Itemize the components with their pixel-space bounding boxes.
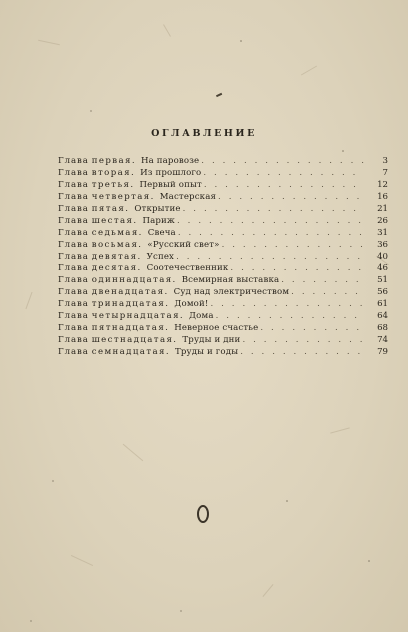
chapter-word: Глава	[58, 347, 89, 357]
chapter-word: Глава	[58, 156, 89, 166]
toc-entry	[58, 287, 388, 299]
chapter-ordinal: девятая.	[91, 251, 142, 262]
chapter-title: Из прошлого	[140, 167, 202, 178]
page-number: 51	[377, 275, 388, 286]
page-number: 7	[382, 167, 388, 178]
toc-entry	[58, 252, 388, 264]
ink-mark	[216, 93, 222, 97]
dot-leader	[222, 240, 364, 252]
chapter-title: Неверное счастье	[174, 323, 259, 334]
chapter-title: Свеча	[147, 227, 176, 238]
chapter-title: Успех	[146, 251, 175, 262]
chapter-word: Глава	[58, 227, 89, 238]
chapter-title: Мастерская	[159, 191, 217, 202]
chapter-title: Труды и годы	[174, 347, 239, 357]
chapter-word: Глава	[58, 167, 89, 178]
chapter-title: Открытие	[134, 203, 181, 214]
dot-leader	[281, 275, 364, 287]
toc-entry	[58, 275, 388, 287]
chapter-ordinal: тринадцатая.	[91, 299, 170, 310]
paper-speck	[368, 560, 370, 562]
chapter-title: Домой!	[174, 299, 209, 310]
chapter-word: Глава	[58, 239, 89, 250]
chapter-word: Глава	[58, 299, 89, 310]
chapter-ordinal: семнадцатая.	[91, 347, 170, 357]
chapter-ordinal: седьмая.	[91, 227, 143, 238]
page-number: 26	[377, 215, 388, 226]
chapter-ordinal: пятнадцатая.	[91, 323, 170, 334]
page-number: 61	[377, 299, 388, 310]
chapter-title: На паровозе	[140, 156, 200, 166]
dot-leader	[203, 168, 364, 180]
dot-leader	[210, 299, 364, 311]
chapter-word: Глава	[58, 203, 89, 214]
dot-leader	[176, 252, 364, 264]
toc-entry	[58, 311, 388, 323]
toc-entry	[58, 156, 388, 168]
dot-leader	[177, 216, 364, 228]
dot-leader	[218, 192, 364, 204]
paper-fiber	[71, 555, 93, 566]
chapter-ordinal: двенадцатая.	[91, 287, 169, 298]
toc-list	[58, 156, 388, 359]
dot-leader	[178, 228, 364, 240]
chapter-word: Глава	[58, 191, 89, 202]
chapter-ordinal: шестнадцатая.	[91, 335, 178, 346]
page-number: 3	[382, 156, 388, 166]
paper-speck	[30, 620, 32, 622]
paper-fiber	[25, 292, 32, 309]
chapter-word: Глава	[58, 215, 89, 226]
dot-leader	[260, 323, 364, 335]
chapter-title: Соотечественник	[146, 263, 229, 274]
page-number: 12	[377, 179, 388, 190]
dot-leader	[242, 335, 364, 347]
page-number: 40	[377, 251, 388, 262]
chapter-ordinal: первая.	[91, 156, 136, 166]
chapter-title: Суд над электричеством	[173, 287, 290, 298]
chapter-title: Первый опыт	[139, 179, 202, 190]
chapter-title: Всемирная выставка	[181, 275, 280, 286]
dot-leader	[201, 156, 364, 168]
toc-entry	[58, 228, 388, 240]
page-number: 46	[377, 263, 388, 274]
page-number: 64	[377, 311, 388, 322]
chapter-ordinal: четырнадцатая.	[91, 311, 185, 322]
chapter-ordinal: третья.	[91, 179, 135, 190]
toc-entry	[58, 168, 388, 180]
page-number: 79	[377, 347, 388, 357]
toc-entry	[58, 180, 388, 192]
chapter-ordinal: шестая.	[91, 215, 138, 226]
toc-title: ОГЛАВЛЕНИЕ	[151, 128, 257, 139]
toc-entry	[58, 323, 388, 335]
paper-fiber	[301, 66, 317, 76]
page-number: 31	[377, 227, 388, 238]
paper-fiber	[38, 40, 60, 46]
page-number: 74	[377, 335, 388, 346]
toc-entry	[58, 240, 388, 252]
toc-entry	[58, 347, 388, 359]
chapter-ordinal: вторая.	[91, 167, 136, 178]
chapter-word: Глава	[58, 251, 89, 262]
paper-speck	[52, 480, 54, 482]
dot-leader	[240, 347, 364, 359]
dot-leader	[216, 311, 364, 323]
page-number: 68	[377, 323, 388, 334]
chapter-title: Дома	[189, 311, 214, 322]
paper-fiber	[262, 584, 273, 597]
dot-leader	[204, 180, 364, 192]
paper-speck	[90, 110, 92, 112]
chapter-word: Глава	[58, 335, 89, 346]
toc-entry	[58, 335, 388, 347]
paper-speck	[240, 40, 242, 42]
chapter-title: «Русский свет»	[147, 239, 220, 250]
chapter-ordinal: пятая.	[91, 203, 130, 214]
page-mark-zero	[197, 505, 209, 523]
paper-speck	[180, 610, 182, 612]
paper-fiber	[123, 444, 144, 461]
dot-leader	[183, 204, 364, 216]
chapter-word: Глава	[58, 263, 89, 274]
page-number: 56	[377, 287, 388, 298]
paper-speck	[342, 150, 344, 152]
chapter-title: Труды и дни	[182, 335, 241, 346]
dot-leader	[230, 263, 364, 275]
chapter-word: Глава	[58, 311, 89, 322]
paper-fiber	[330, 427, 350, 433]
chapter-ordinal: одиннадцатая.	[91, 275, 177, 286]
page-number: 16	[377, 191, 388, 202]
chapter-ordinal: восьмая.	[91, 239, 143, 250]
chapter-word: Глава	[58, 275, 89, 286]
page-number: 21	[377, 203, 388, 214]
paper-fiber	[163, 24, 171, 37]
toc-entry	[58, 216, 388, 228]
chapter-ordinal: четвертая.	[91, 191, 155, 202]
chapter-title: Париж	[142, 215, 175, 226]
toc-entry	[58, 263, 388, 275]
chapter-word: Глава	[58, 287, 89, 298]
chapter-word: Глава	[58, 323, 89, 334]
page-number: 36	[377, 239, 388, 250]
chapter-ordinal: десятая.	[91, 263, 142, 274]
toc-entry	[58, 299, 388, 311]
dot-leader	[291, 287, 364, 299]
toc-entry	[58, 192, 388, 204]
toc-entry	[58, 204, 388, 216]
paper-speck	[286, 500, 288, 502]
chapter-word: Глава	[58, 179, 89, 190]
